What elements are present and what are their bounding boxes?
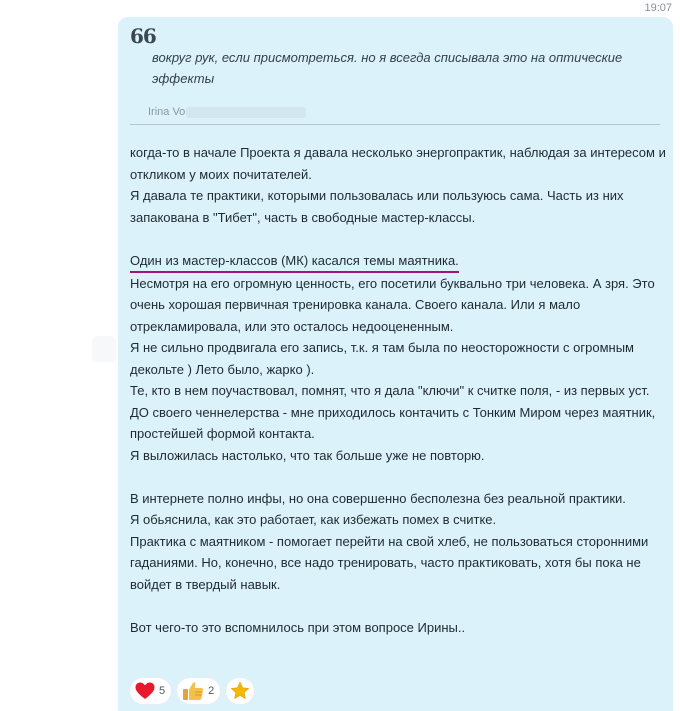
paragraph-spacer [130, 228, 670, 250]
message-bubble [118, 17, 673, 711]
thumbs-up-icon [182, 681, 204, 701]
message-paragraph: Я обьяснила, как это работает, как избежать помех в считке. [130, 512, 497, 527]
message-paragraph: Я не сильно продвигала его запись, т.к. я там была по неосторожности с огромным декольте ) Лето было, жарко ). [130, 340, 638, 377]
message-paragraph: когда-то в начале Проекта я давала несколько энергопрактик, наблюдая за интересом и откликом у моих почитателей. [130, 145, 670, 182]
message-paragraph: Я выложилась настолько, что так больше уже не повторю. [130, 447, 485, 463]
paragraph-spacer [130, 466, 670, 488]
message-paragraph: ДО своего ченнелерства - мне приходилось контачить с Тонким Миром через маятник, простейшей формой контакта. [130, 404, 659, 441]
quoted-author [148, 106, 306, 118]
message-paragraph [130, 250, 670, 273]
reaction-thumbs-up[interactable] [177, 678, 220, 704]
message-paragraph: Те, кто в нем поучаствовал, помнят, что я дала "ключи" к считке поля, - из первых уст. [130, 383, 650, 398]
message-timestamp: 19:07 [644, 2, 672, 14]
message-paragraph: Практика с маятником - помогает перейти на свой хлеб, не пользоваться сторонними гаданиями. Но, конечно, все надо тренировать, часто практиковать, хотя бы пока не войдет в твердый навык. [130, 533, 652, 592]
reaction-heart-count: 5 [159, 685, 166, 697]
quoted-author-name: Irina Vo [148, 106, 186, 118]
author-redaction [186, 107, 306, 118]
star-icon [230, 681, 250, 701]
highlighted-sentence: Один из мастер-классов (МК) касался темы маятника. [130, 251, 459, 273]
message-action-hint[interactable] [92, 336, 116, 362]
reactions-bar [130, 678, 254, 704]
message-paragraph: В интернете полно инфы, но она совершенно бесполезна без реальной практики. [130, 490, 626, 506]
quote-divider [130, 124, 660, 125]
quote-mark-icon: 66 [130, 24, 156, 48]
quoted-text: вокруг рук, если присмотреться. но я всегда списывала это на оптические эффекты [152, 50, 623, 86]
heart-icon [135, 682, 155, 700]
reaction-heart[interactable] [130, 678, 171, 704]
message-paragraph: Я давала те практики, которыми пользовалась или пользуюсь сама. Часть из них запакована в "Тибет", часть в свободные мастер-классы. [130, 188, 628, 225]
message-paragraph: Несмотря на его огромную ценность, его посетили буквально три человека. А зря. Это очень хорошая первичная тренировка канала. Своего канала. Или я мало отрекламировала, или это осталось недооцененным. [130, 275, 659, 334]
paragraph-spacer [130, 595, 670, 617]
message-paragraph: Вот чего-то это вспомнилось при этом вопросе Ирины.. [130, 619, 466, 635]
message-text [130, 142, 670, 638]
reaction-thumbs-up-count: 2 [208, 685, 215, 697]
reaction-star[interactable] [226, 678, 254, 704]
